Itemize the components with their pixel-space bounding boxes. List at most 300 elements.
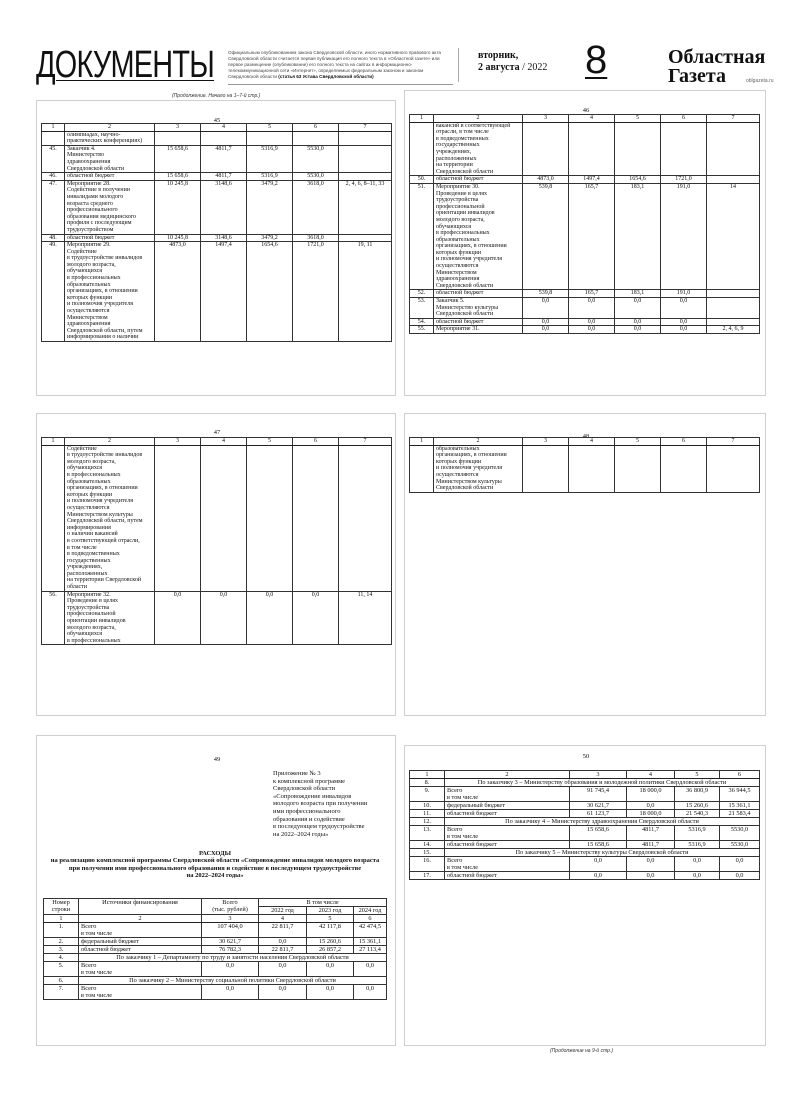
row-number: 2. <box>44 938 79 946</box>
section-row <box>410 779 760 787</box>
column-number: 7 <box>339 438 392 446</box>
table-row <box>42 131 392 145</box>
row-value: 0,0 <box>627 872 675 880</box>
row-value: 0,0 <box>570 872 627 880</box>
row-number: 4. <box>44 954 79 962</box>
row-value: 21 583,4 <box>720 810 760 818</box>
row-value: 0,0 <box>627 857 675 872</box>
appendix-note: Приложение № 3 к комплексной программе Свердловской области «Сопровождение инвалидов молодого возраста при получении ими профессионального образования и содействие в последующем трудоустройстве на 2022–2024 годы» <box>273 770 368 838</box>
row-number: 46. <box>42 173 65 181</box>
row-description: Заказчик 5. Министерство культуры Свердловской области <box>434 298 523 319</box>
row-value: 1721,0 <box>293 242 339 342</box>
row-value <box>247 445 293 591</box>
table-page-46 <box>409 114 760 334</box>
row-value: 5316,9 <box>247 145 293 172</box>
column-number: 2 <box>65 438 155 446</box>
row-value <box>339 234 392 242</box>
site-link[interactable]: oblgazeta.ru <box>746 78 774 84</box>
column-number: 4 <box>201 124 247 132</box>
row-value <box>339 131 392 145</box>
column-number: 3 <box>523 115 569 123</box>
section-heading: По заказчику 4 – Министерству здравоохранения Свердловской области <box>445 818 760 826</box>
row-number: 7. <box>44 985 79 1000</box>
table-row <box>410 841 760 849</box>
row-value: 5316,9 <box>675 826 720 841</box>
row-value: 0,0 <box>247 591 293 645</box>
row-number: 9. <box>410 787 445 802</box>
row-value: 11, 14 <box>339 591 392 645</box>
row-value <box>247 131 293 145</box>
column-number: 3 <box>202 915 259 923</box>
row-value <box>339 173 392 181</box>
row-value: 0,0 <box>615 318 661 326</box>
row-description: Мероприятие 28. Содействие в получении инвалидами молодого возраста среднего профессионального образования медицинского профиля с последующим трудоустройством <box>65 180 155 234</box>
table-row <box>42 145 392 172</box>
row-value <box>155 445 201 591</box>
row-value: 36 944,5 <box>720 787 760 802</box>
row-value: 0,0 <box>569 326 615 334</box>
row-value: 10 245,8 <box>155 234 201 242</box>
row-value: 76 782,3 <box>202 946 259 954</box>
row-value <box>339 145 392 172</box>
row-value: 30 621,7 <box>570 802 627 810</box>
issue-date <box>478 50 547 74</box>
row-value: 5530,0 <box>720 841 760 849</box>
row-value: 107 404,0 <box>202 923 259 938</box>
row-value: 1721,0 <box>661 176 707 184</box>
row-number: 12. <box>410 818 445 826</box>
table-page-45 <box>41 123 392 342</box>
table-row <box>410 857 760 872</box>
row-value: 1654,6 <box>615 176 661 184</box>
table-row <box>410 318 760 326</box>
brand-line-1: Областная <box>668 46 766 68</box>
row-value: 191,0 <box>661 290 707 298</box>
row-description: Всего в том числе <box>79 985 202 1000</box>
table-row <box>410 298 760 319</box>
row-value: 0,0 <box>570 857 627 872</box>
row-description: федеральный бюджет <box>79 938 202 946</box>
row-description: образовательных организациях, в отношении которых функции и полномочия учредителя осуществляются Министерством культуры Свердловской области <box>434 445 523 492</box>
column-number: 4 <box>201 438 247 446</box>
row-value: 3479,2 <box>247 234 293 242</box>
section-row <box>44 954 387 962</box>
section-heading: По заказчику 2 – Министерству социальной политики Свердловской области <box>79 977 387 985</box>
row-value: 4811,7 <box>201 145 247 172</box>
expenses-title: РАСХОДЫ на реализацию комплексной программы Свердловской области «Сопровождение инвалидов молодого возраста при получении ими профессионального образования и содействие в последующем трудоустройстве на 2022–2024 годы» <box>50 850 380 880</box>
table-row <box>410 810 760 818</box>
table-row <box>410 183 760 290</box>
column-number: 1 <box>44 915 79 923</box>
col-header-total: Всего (тыс. рублей) <box>202 899 259 915</box>
column-number: 5 <box>247 438 293 446</box>
row-value: 0,0 <box>354 962 387 977</box>
row-value: 15 260,6 <box>307 938 354 946</box>
table-row <box>42 591 392 645</box>
row-value: 4811,7 <box>627 826 675 841</box>
row-value: 165,7 <box>569 290 615 298</box>
page-number-46: 46 <box>582 107 590 114</box>
column-number: 3 <box>155 124 201 132</box>
year: / 2022 <box>522 62 548 73</box>
row-value: 0,0 <box>307 985 354 1000</box>
column-number: 2 <box>434 438 523 446</box>
row-description: федеральный бюджет <box>445 802 570 810</box>
weekday: вторник, <box>478 50 519 61</box>
row-value: 0,0 <box>675 857 720 872</box>
row-value: 2, 4, 6, 9 <box>707 326 760 334</box>
date: 2 августа <box>478 62 520 73</box>
column-number: 2 <box>434 115 523 123</box>
row-number: 50. <box>410 176 434 184</box>
legal-note <box>228 50 453 80</box>
row-value: 22 811,7 <box>259 946 307 954</box>
row-description: областной бюджет <box>65 234 155 242</box>
column-number: 5 <box>615 438 661 446</box>
row-number: 15. <box>410 849 445 857</box>
column-number: 6 <box>293 124 339 132</box>
row-number <box>42 445 65 591</box>
row-value: 42 117,8 <box>307 923 354 938</box>
section-row <box>410 818 760 826</box>
row-value <box>155 131 201 145</box>
table-row <box>42 445 392 591</box>
row-number: 11. <box>410 810 445 818</box>
column-number: 7 <box>707 115 760 123</box>
row-value: 4811,7 <box>627 841 675 849</box>
row-value <box>615 122 661 176</box>
column-number: 7 <box>339 124 392 132</box>
row-description: областной бюджет <box>434 176 523 184</box>
row-value: 91 745,4 <box>570 787 627 802</box>
row-value <box>707 445 760 492</box>
row-number <box>410 122 434 176</box>
row-value: 0,0 <box>627 802 675 810</box>
table-page-48 <box>409 437 760 493</box>
row-value: 0,0 <box>155 591 201 645</box>
table-page-50 <box>409 770 760 880</box>
table-row <box>410 445 760 492</box>
row-description: Всего в том числе <box>79 923 202 938</box>
row-number: 6. <box>44 977 79 985</box>
row-value: 0,0 <box>202 962 259 977</box>
row-value: 165,7 <box>569 183 615 290</box>
row-value: 539,8 <box>523 290 569 298</box>
row-value: 0,0 <box>259 962 307 977</box>
column-number: 6 <box>720 771 760 779</box>
column-number: 3 <box>523 438 569 446</box>
row-value: 0,0 <box>675 872 720 880</box>
row-number: 47. <box>42 180 65 234</box>
col-header-including: В том числе <box>259 899 387 907</box>
row-value: 18 000,0 <box>627 810 675 818</box>
row-value <box>569 445 615 492</box>
row-value: 3479,2 <box>247 180 293 234</box>
table-row <box>44 946 387 954</box>
row-value <box>523 122 569 176</box>
row-number: 55. <box>410 326 434 334</box>
legal-note-bold: (статья 63 Устава Свердловской области) <box>278 74 374 79</box>
row-value: 0,0 <box>523 326 569 334</box>
column-number: 5 <box>307 915 354 923</box>
row-description: областной бюджет <box>445 810 570 818</box>
column-number: 2 <box>445 771 570 779</box>
row-value <box>293 131 339 145</box>
row-number: 3. <box>44 946 79 954</box>
row-value: 15 658,6 <box>570 826 627 841</box>
column-number: 1 <box>410 115 434 123</box>
row-value: 0,0 <box>720 857 760 872</box>
row-value: 183,1 <box>615 183 661 290</box>
row-value: 0,0 <box>523 318 569 326</box>
table-row <box>42 234 392 242</box>
row-value: 19, 11 <box>339 242 392 342</box>
row-value: 5530,0 <box>293 145 339 172</box>
row-value: 5530,0 <box>720 826 760 841</box>
section-heading: По заказчику 5 – Министерству культуры Свердловской области <box>445 849 760 857</box>
row-number: 14. <box>410 841 445 849</box>
column-number: 3 <box>570 771 627 779</box>
table-row <box>410 787 760 802</box>
page-number-47: 47 <box>213 429 221 436</box>
column-number: 1 <box>410 438 434 446</box>
row-value <box>707 122 760 176</box>
row-value <box>523 445 569 492</box>
row-value <box>707 176 760 184</box>
column-number: 6 <box>661 115 707 123</box>
row-number: 1. <box>44 923 79 938</box>
row-value <box>615 445 661 492</box>
brand-line-2: Газета <box>668 65 726 87</box>
row-value <box>661 445 707 492</box>
column-number-row <box>42 124 392 132</box>
row-description: Мероприятие 30. Проведение в целях трудоустройства профессиональной ориентации инвалидов молодого возраста, обучающихся в профессиональных образовательных организациях, в отношении которых функции и полномочия учредителя осуществляются Министерством здравоохранения Свердловской области <box>434 183 523 290</box>
table-row <box>44 962 387 977</box>
row-value <box>661 122 707 176</box>
column-number: 2 <box>65 124 155 132</box>
legal-note-text: Официальным опубликованием закона Свердловской области, иного нормативного правового акта Свердловской области считается первая публикация его полного текста в «Областной газете» или первое размещение (опубликование) его полного текста на сайтах в информационно-телекоммуникационной сети «Интернет», определяемых федеральным законом и законом Свердловской области <box>228 50 441 79</box>
column-number-row <box>42 438 392 446</box>
page-number-50: 50 <box>582 753 590 760</box>
row-number: 13. <box>410 826 445 841</box>
row-value: 0,0 <box>569 318 615 326</box>
table-row <box>410 176 760 184</box>
row-value: 0,0 <box>615 298 661 319</box>
row-number: 17. <box>410 872 445 880</box>
row-description: Всего в том числе <box>445 826 570 841</box>
col-header-2024: 2024 год <box>354 907 387 915</box>
row-value: 0,0 <box>661 318 707 326</box>
row-value <box>201 131 247 145</box>
row-value: 0,0 <box>201 591 247 645</box>
row-number: 8. <box>410 779 445 787</box>
row-value: 0,0 <box>523 298 569 319</box>
row-description: Содействие в трудоустройстве инвалидов молодого возраста, обучающихся в профессиональных образовательных организациях, в отношении которых функции и полномочия учредителя осуществляются Министерством культуры Свердловской области, путем информирования о наличии вакансий в соответствующей отрасли, в том числе в подведомственных государственных учреждениях, расположенных на территории Свердловской области <box>65 445 155 591</box>
row-value: 4873,0 <box>523 176 569 184</box>
row-value: 10 245,8 <box>155 180 201 234</box>
col-header-num: Номер строки <box>44 899 79 915</box>
column-number: 5 <box>615 115 661 123</box>
row-value: 18 000,0 <box>627 787 675 802</box>
row-description: Всего в том числе <box>445 787 570 802</box>
row-value: 0,0 <box>307 962 354 977</box>
row-number: 49. <box>42 242 65 342</box>
row-value: 4811,7 <box>201 173 247 181</box>
column-number: 2 <box>79 915 202 923</box>
row-value <box>707 290 760 298</box>
column-number: 6 <box>661 438 707 446</box>
row-number: 53. <box>410 298 434 319</box>
row-number <box>42 131 65 145</box>
row-description: областной бюджет <box>434 318 523 326</box>
table-page-47 <box>41 437 392 645</box>
column-number: 5 <box>675 771 720 779</box>
row-number: 5. <box>44 962 79 977</box>
row-number: 51. <box>410 183 434 290</box>
column-number-row <box>44 915 387 923</box>
col-header-2023: 2023 год <box>307 907 354 915</box>
row-value: 183,1 <box>615 290 661 298</box>
column-number: 1 <box>410 771 445 779</box>
row-number: 54. <box>410 318 434 326</box>
row-value: 15 260,6 <box>675 802 720 810</box>
row-value: 2, 4, 6, 8–11, 33 <box>339 180 392 234</box>
row-description: областной бюджет <box>434 290 523 298</box>
column-number-row <box>410 438 760 446</box>
table-row <box>410 802 760 810</box>
row-description: Заказчик 4. Министерство здравоохранения Свердловской области <box>65 145 155 172</box>
row-number: 45. <box>42 145 65 172</box>
table-row <box>44 985 387 1000</box>
row-value: 0,0 <box>720 872 760 880</box>
row-description: вакансий в соответствующей отрасли, в том числе в подведомственных государственных учреждениях, расположенных на территории Свердловской области <box>434 122 523 176</box>
row-value: 0,0 <box>259 985 307 1000</box>
table-row <box>410 872 760 880</box>
row-value: 5530,0 <box>293 173 339 181</box>
table-row <box>410 290 760 298</box>
row-value: 5316,9 <box>247 173 293 181</box>
page-number-45: 45 <box>213 117 221 124</box>
section-row <box>410 849 760 857</box>
row-value: 0,0 <box>293 591 339 645</box>
row-description: Всего в том числе <box>79 962 202 977</box>
section-heading: По заказчику 1 – Департаменту по труду и занятости населения Свердловской области <box>79 954 387 962</box>
row-value: 3148,6 <box>201 180 247 234</box>
row-value: 0,0 <box>661 326 707 334</box>
row-value <box>293 445 339 591</box>
row-description: областной бюджет <box>79 946 202 954</box>
row-value: 0,0 <box>569 298 615 319</box>
row-value: 42 474,5 <box>354 923 387 938</box>
row-value: 0,0 <box>615 326 661 334</box>
row-number: 56. <box>42 591 65 645</box>
table-row <box>42 180 392 234</box>
column-number-row <box>410 771 760 779</box>
row-value: 539,8 <box>523 183 569 290</box>
table-row <box>44 938 387 946</box>
column-number-row <box>410 115 760 123</box>
row-description: Мероприятие 29. Содействие в трудоустройстве инвалидов молодого возраста, обучающихся в профессиональных образовательных организациях, в отношении которых функции и полномочия учредителя осуществляются Министерством здравоохранения Свердловской области, путем информирования о наличии <box>65 242 155 342</box>
header-separator <box>458 48 459 82</box>
table-row <box>410 122 760 176</box>
column-number: 6 <box>293 438 339 446</box>
row-value: 0,0 <box>259 938 307 946</box>
column-number: 6 <box>354 915 387 923</box>
row-description: олимпиадах, научно- практических конференциях) <box>65 131 155 145</box>
table-row <box>42 173 392 181</box>
table-row <box>42 242 392 342</box>
column-number: 4 <box>569 438 615 446</box>
row-value: 15 658,6 <box>570 841 627 849</box>
row-number: 48. <box>42 234 65 242</box>
column-number: 5 <box>247 124 293 132</box>
row-value: 0,0 <box>354 985 387 1000</box>
page-number-49: 49 <box>213 756 221 763</box>
page-number-48: 48 <box>582 433 590 440</box>
row-description: областной бюджет <box>65 173 155 181</box>
continued-to: (Продолжение на 9-й стр.) <box>550 1048 614 1054</box>
row-value: 22 811,7 <box>259 923 307 938</box>
row-value: 1497,4 <box>201 242 247 342</box>
page-number: 8 <box>585 38 608 82</box>
row-value: 1497,4 <box>569 176 615 184</box>
continued-from: (Продолжение. Начало на 1–7-й стр.) <box>172 93 261 99</box>
row-value: 3148,6 <box>201 234 247 242</box>
row-value: 1654,6 <box>247 242 293 342</box>
column-number: 3 <box>155 438 201 446</box>
col-header-source: Источники финансирования <box>79 899 202 915</box>
row-value: 4873,0 <box>155 242 201 342</box>
row-value: 0,0 <box>202 985 259 1000</box>
column-number: 1 <box>42 124 65 132</box>
row-value: 15 658,6 <box>155 173 201 181</box>
section-title: ДОКУМЕНТЫ <box>36 44 215 86</box>
row-value: 27 113,4 <box>354 946 387 954</box>
column-number: 4 <box>259 915 307 923</box>
row-value <box>707 318 760 326</box>
row-value: 15 361,1 <box>354 938 387 946</box>
row-description: Мероприятие 31. <box>434 326 523 334</box>
row-description: областной бюджет <box>445 872 570 880</box>
row-description: Мероприятие 32. Проведение в целях трудоустройства профессиональной ориентации инвалидов молодого возраста, обучающихся в профессиональных <box>65 591 155 645</box>
row-number <box>410 445 434 492</box>
row-value: 26 857,2 <box>307 946 354 954</box>
table-page-49 <box>43 898 387 1000</box>
row-value: 21 540,3 <box>675 810 720 818</box>
row-number: 52. <box>410 290 434 298</box>
column-number: 1 <box>42 438 65 446</box>
table-row <box>410 826 760 841</box>
header-rule <box>228 84 453 85</box>
row-value <box>569 122 615 176</box>
row-value: 30 621,7 <box>202 938 259 946</box>
table-row <box>410 326 760 334</box>
row-value <box>339 445 392 591</box>
col-header-2022: 2022 год <box>259 907 307 915</box>
row-value: 15 361,1 <box>720 802 760 810</box>
row-description: областной бюджет <box>445 841 570 849</box>
row-value: 61 123,7 <box>570 810 627 818</box>
section-row <box>44 977 387 985</box>
row-value: 15 658,6 <box>155 145 201 172</box>
section-heading: По заказчику 3 – Министерству образования и молодежной политики Свердловской области <box>445 779 760 787</box>
row-value <box>201 445 247 591</box>
row-number: 16. <box>410 857 445 872</box>
table-row <box>44 923 387 938</box>
row-value: 3618,0 <box>293 234 339 242</box>
column-number: 4 <box>627 771 675 779</box>
row-value: 14 <box>707 183 760 290</box>
